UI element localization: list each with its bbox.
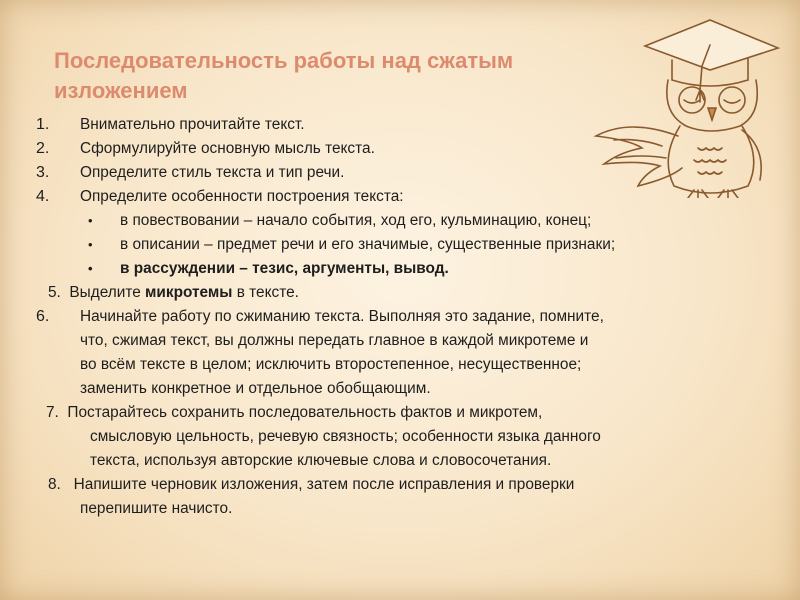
item-number: 3. <box>36 164 50 181</box>
list-item <box>36 137 776 161</box>
bullet-item <box>88 233 776 257</box>
list-item <box>36 401 776 473</box>
bullet-icon: • <box>88 261 93 276</box>
slide-title <box>54 46 614 106</box>
list-item <box>36 113 776 137</box>
item6-line: Начинайте работу по сжиманию текста. Выполняя это задание, помните, <box>80 308 604 325</box>
item5-suffix: в тексте. <box>232 284 299 301</box>
item-number: 2. <box>36 140 50 157</box>
title-line-2: изложением <box>54 78 188 103</box>
list-item <box>36 281 776 305</box>
steps-list <box>36 113 776 521</box>
item-text: Определите стиль текста и тип речи. <box>80 164 345 181</box>
item5-bold: микротемы <box>145 284 233 301</box>
item5-prefix: 5. Выделите <box>48 284 146 301</box>
bullet-icon: • <box>88 213 93 228</box>
item6-line: что, сжимая текст, вы должны передать главное в каждой микротеме и <box>80 332 589 349</box>
bullet-icon: • <box>88 237 93 252</box>
item-number: 4. <box>36 188 50 205</box>
bullet-item <box>88 209 776 233</box>
list-item <box>36 161 776 185</box>
title-line-1: Последовательность работы над сжатым <box>54 48 514 73</box>
bullet-text: в описании – предмет речи и его значимые, существенные признаки; <box>120 236 616 253</box>
item8-first: 8. Напишите черновик изложения, затем после исправления и проверки <box>48 476 575 493</box>
item6-line: заменить конкретное и отдельное обобщающим. <box>80 380 431 397</box>
bullet-item <box>88 257 776 281</box>
item7-line: смысловую цельность, речевую связность; особенности языка данного <box>90 428 601 445</box>
item7-line: текста, используя авторские ключевые слова и словосочетания. <box>90 452 552 469</box>
bullet-text: в повествовании – начало события, ход его, кульминацию, конец; <box>120 212 592 229</box>
item6-line: во всём тексте в целом; исключить второстепенное, несущественное; <box>80 356 582 373</box>
list-item <box>36 305 776 401</box>
list-item <box>36 473 776 521</box>
item-text: Определите особенности построения текста: <box>80 188 404 205</box>
item7-first: 7. Постарайтесь сохранить последовательность фактов и микротем, <box>46 404 543 421</box>
item-number: 1. <box>36 116 50 133</box>
item8-line: перепишите начисто. <box>80 500 233 517</box>
bullet-text: в рассуждении – тезис, аргументы, вывод. <box>120 260 449 277</box>
item-text: Сформулируйте основную мысль текста. <box>80 140 375 157</box>
list-item <box>36 185 776 209</box>
item-text: Внимательно прочитайте текст. <box>80 116 305 133</box>
item-number: 6. <box>36 308 50 325</box>
